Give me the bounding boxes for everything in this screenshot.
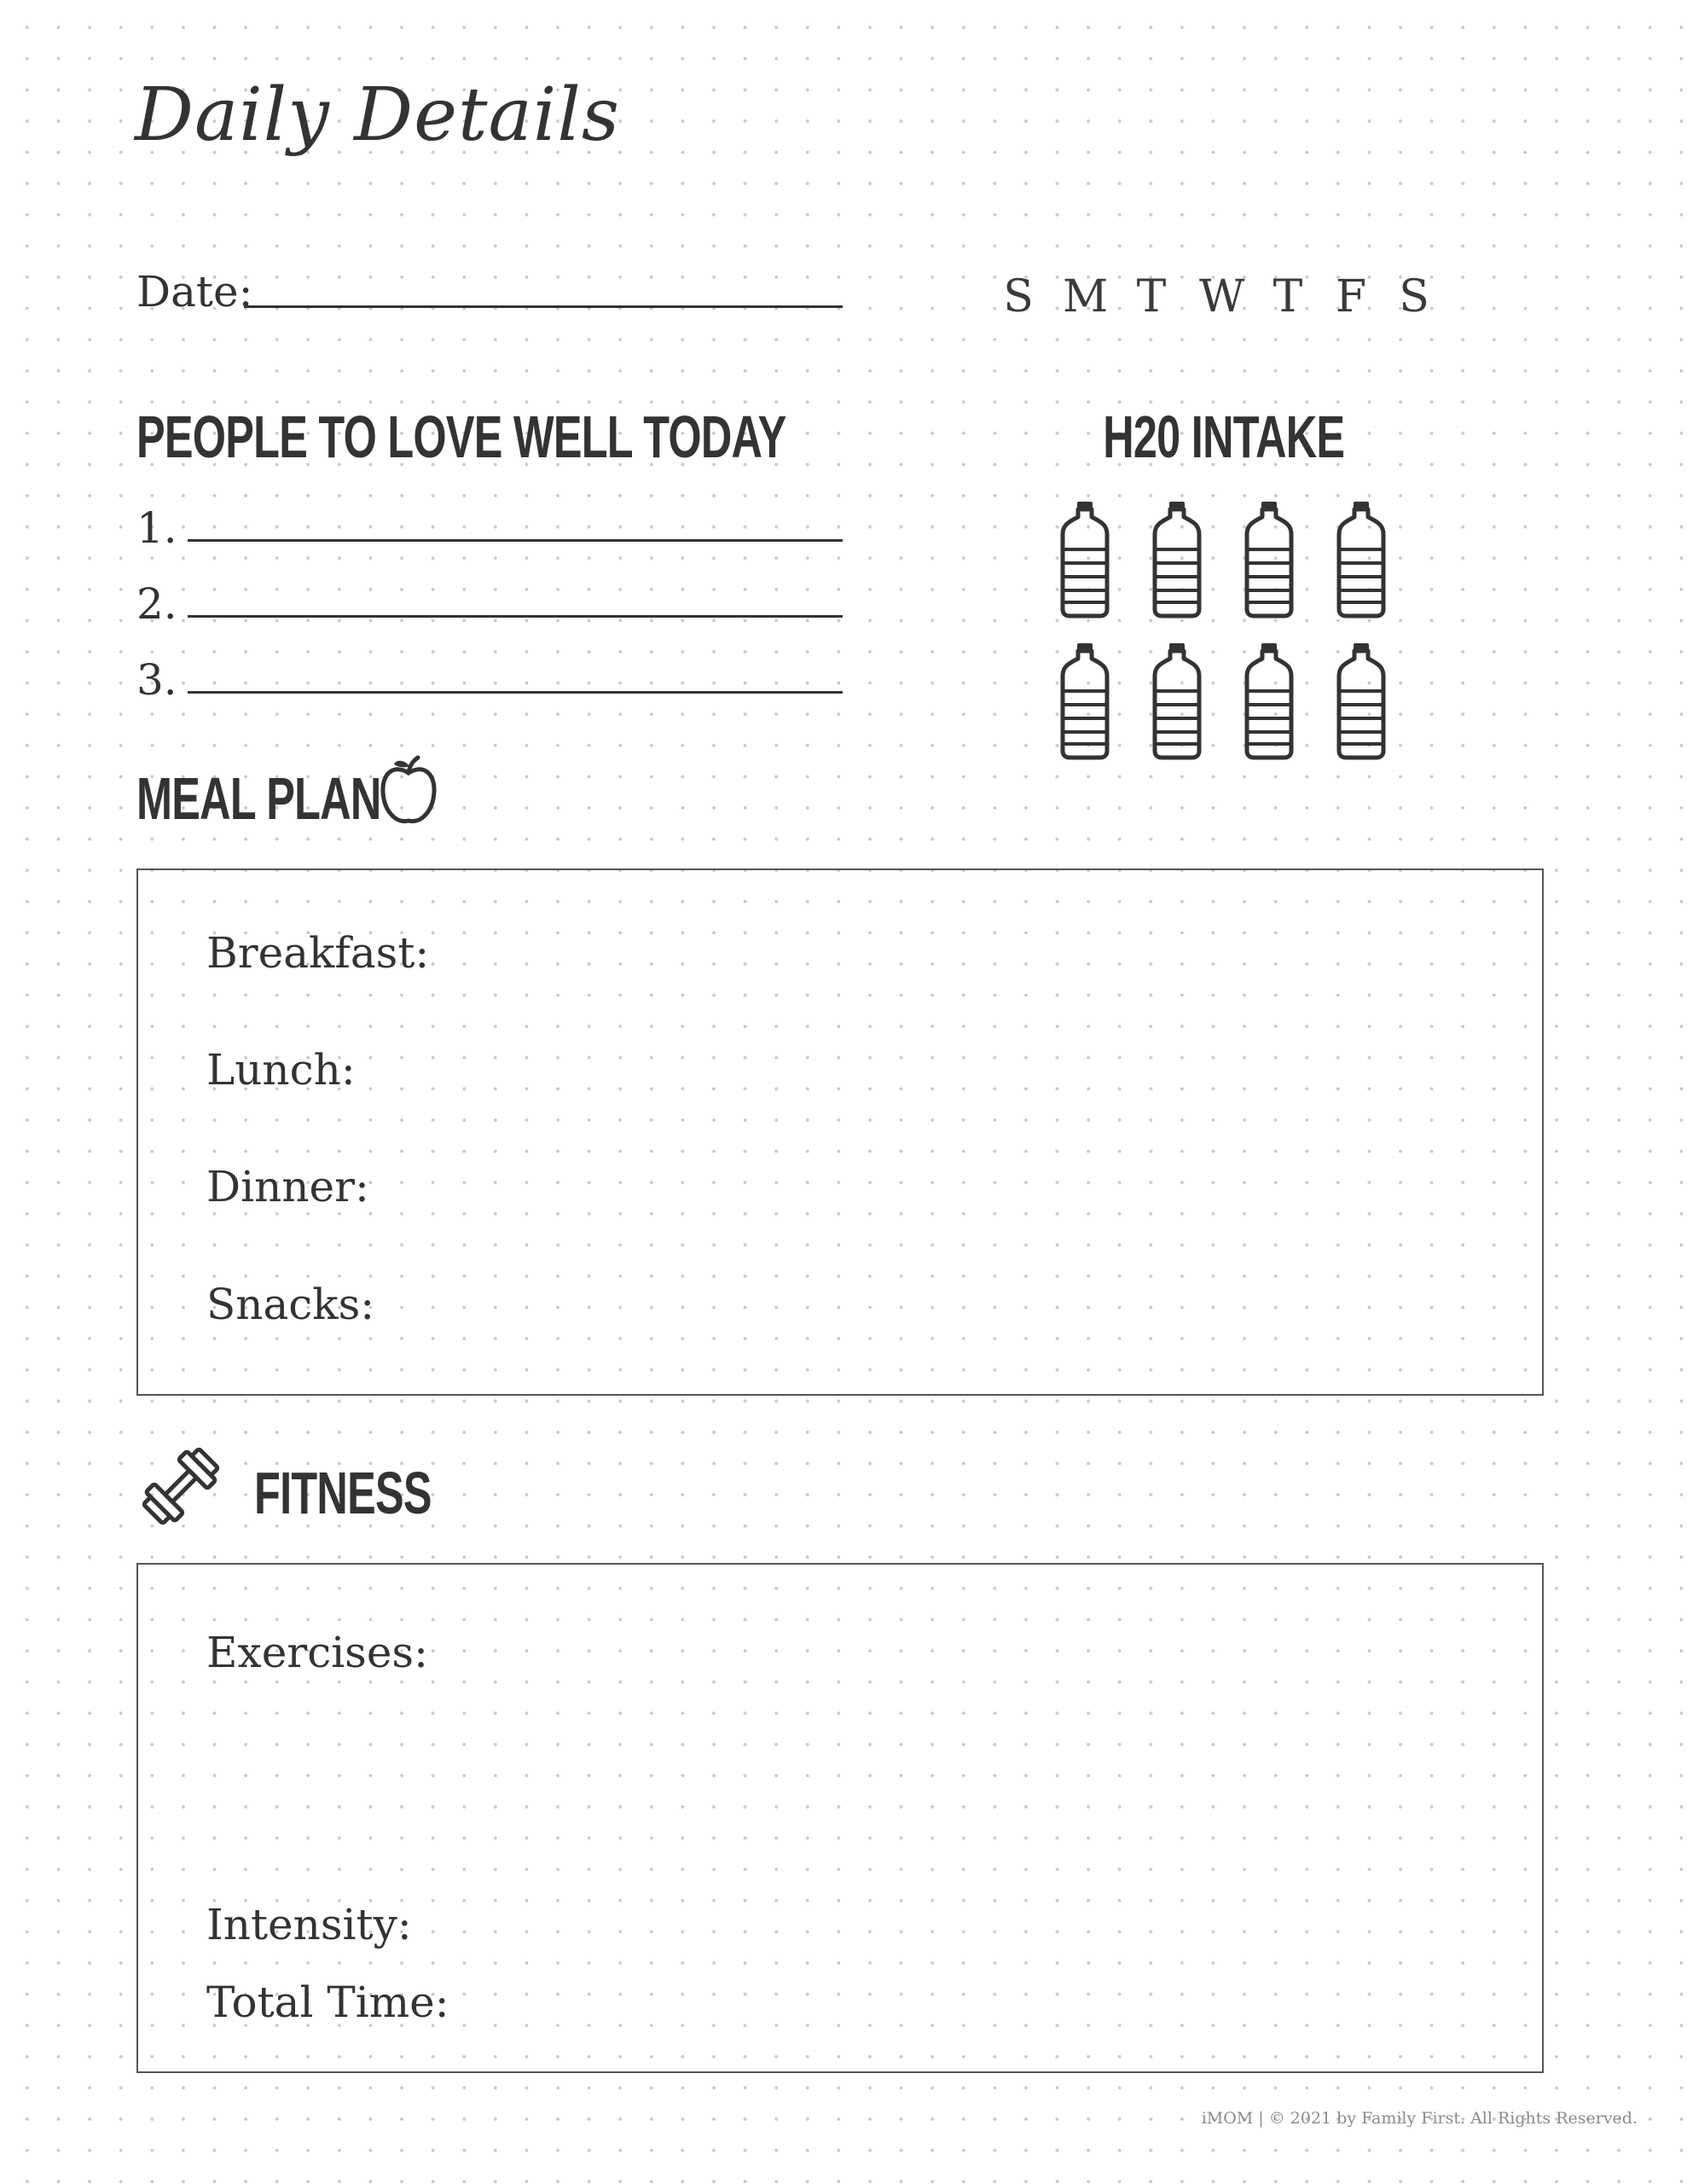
water-bottle-icon[interactable] — [1334, 642, 1388, 761]
people-item-1-field[interactable] — [188, 539, 843, 542]
people-item-3-field[interactable] — [188, 691, 843, 694]
people-item-3-number: 3. — [136, 655, 177, 705]
apple-icon — [379, 754, 438, 828]
day-monday[interactable]: M — [1063, 271, 1109, 322]
snacks-label: Snacks: — [206, 1280, 375, 1329]
day-sunday[interactable]: S — [1003, 271, 1034, 322]
water-bottle-icon[interactable] — [1242, 500, 1296, 619]
fitness-heading: FITNESS — [254, 1460, 432, 1526]
day-of-week-selector — [998, 271, 1435, 322]
day-thursday[interactable]: T — [1272, 271, 1303, 322]
water-bottle-icon[interactable] — [1058, 642, 1112, 761]
page-title: Daily Details — [135, 73, 620, 158]
dinner-label: Dinner: — [206, 1162, 369, 1211]
date-field[interactable] — [244, 305, 843, 308]
day-saturday[interactable]: S — [1399, 271, 1429, 322]
breakfast-label: Breakfast: — [206, 928, 430, 978]
water-bottle-icon[interactable] — [1150, 642, 1204, 761]
people-heading: PEOPLE TO LOVE WELL TODAY — [136, 404, 786, 470]
day-tuesday[interactable]: T — [1136, 271, 1167, 322]
people-item-1-number: 1. — [136, 503, 177, 553]
water-bottle-icon[interactable] — [1150, 500, 1204, 619]
lunch-label: Lunch: — [206, 1045, 356, 1095]
day-friday[interactable]: F — [1335, 271, 1367, 322]
exercises-label: Exercises: — [206, 1628, 428, 1677]
meal-heading: MEAL PLAN — [136, 765, 381, 832]
total-time-label: Total Time: — [206, 1978, 449, 2027]
water-bottle-icon[interactable] — [1242, 642, 1296, 761]
date-label: Date: — [136, 267, 253, 317]
water-bottle-icon[interactable] — [1334, 500, 1388, 619]
water-bottle-icon[interactable] — [1058, 500, 1112, 619]
water-heading: H20 INTAKE — [1103, 404, 1345, 470]
intensity-label: Intensity: — [206, 1900, 412, 1949]
day-wednesday[interactable]: W — [1199, 271, 1245, 322]
dumbbell-icon — [136, 1442, 225, 1531]
people-item-2-number: 2. — [136, 579, 177, 629]
people-item-2-field[interactable] — [188, 615, 843, 618]
copyright-footer: iMOM | © 2021 by Family First. All Rights Reserved. — [1201, 2109, 1638, 2128]
